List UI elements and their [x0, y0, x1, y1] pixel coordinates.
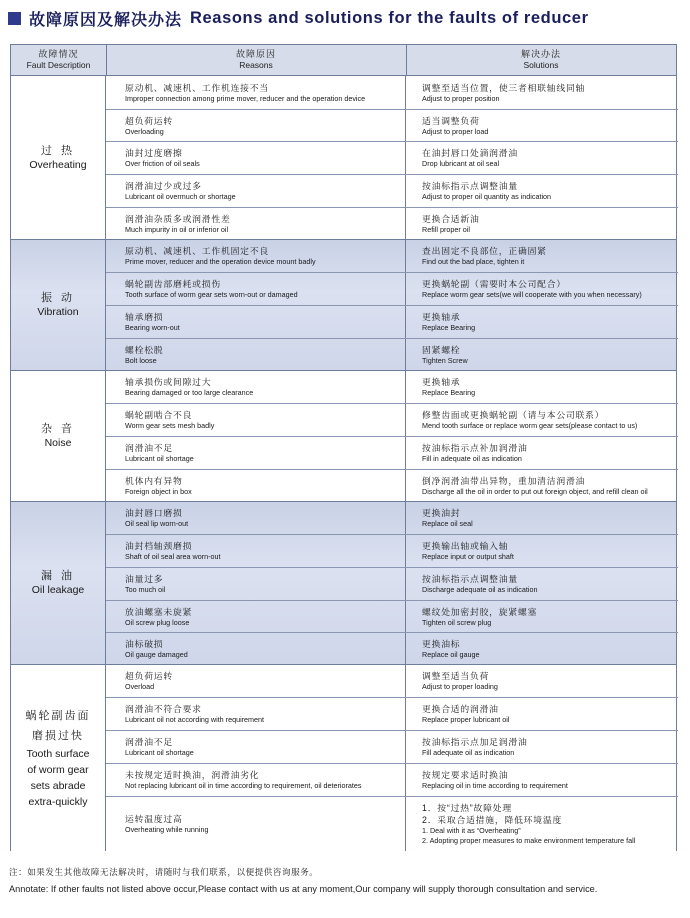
reason-cn: 油量过多 — [125, 574, 164, 584]
solution-cell — [406, 698, 678, 730]
solution-cn: 更换蜗轮副（需要时本公司配合） — [422, 279, 566, 289]
reason-cn: 润滑油过少或过多 — [125, 181, 202, 191]
solution-cell — [406, 208, 678, 239]
title-square-icon — [8, 12, 21, 25]
table-row — [106, 305, 678, 338]
solution-en: Replace input or output shaft — [422, 552, 514, 561]
reason-en: Tooth surface of worm gear sets worn-out or damaged — [125, 290, 298, 299]
solution-en: Replace worm gear sets(we will cooperate with you when necessary) — [422, 290, 642, 299]
table-row — [106, 141, 678, 174]
fault-label-cn: 蜗轮副齿面 — [25, 710, 91, 722]
fault-label-en: extra-quickly — [28, 796, 88, 808]
solution-cn: 按油标指示点调整油量 — [422, 181, 518, 191]
reason-en: Over friction of oil seals — [125, 159, 200, 168]
solution-en: 1. Deal with it as “Overheating” — [422, 826, 521, 835]
reason-cn: 螺栓松脱 — [125, 344, 164, 355]
solution-en: Discharge adequate oil as indication — [422, 585, 538, 594]
annotation-en: Annotate: If other faults not listed above occur,Please contact with us at any moment,Our company will supply thorough consultation and service. — [9, 884, 598, 894]
reason-cell — [106, 502, 406, 534]
reason-cell — [106, 698, 406, 730]
solution-cn: 更换油标 — [422, 638, 461, 649]
reason-cell — [106, 306, 406, 338]
reason-en: Bolt loose — [125, 355, 157, 365]
reason-cn: 原动机、减速机、工作机固定不良 — [125, 246, 269, 256]
solution-en: Replace oil seal — [422, 519, 473, 528]
solution-cn: 更换轴承 — [422, 377, 461, 387]
solution-cn: 适当调整负荷 — [422, 115, 480, 126]
header-fault-cn: 故障情况 — [38, 49, 79, 59]
reason-cn: 放油螺塞未旋紧 — [125, 606, 193, 617]
header-solution — [406, 45, 676, 75]
solution-en: Tighten Screw — [422, 355, 468, 365]
fault-label-cn: 杂 音 — [40, 423, 76, 435]
reason-cn: 润滑油不足 — [125, 443, 173, 453]
solution-cell — [406, 76, 678, 109]
solution-en: Adjust to proper position — [422, 93, 500, 103]
solution-cn: 固紧螺栓 — [422, 344, 461, 355]
reason-cell — [106, 339, 406, 370]
table-row — [106, 174, 678, 207]
table-row — [106, 763, 678, 796]
solution-cell — [406, 437, 678, 469]
reason-en: Shaft of oil seal area worn-out — [125, 552, 221, 561]
solution-en: Replace Bearing — [422, 323, 476, 332]
solution-cn: 2．采取合适措施，降低环境温度 — [422, 815, 563, 825]
solution-cell — [406, 240, 678, 272]
reason-cn: 轴承磨损 — [125, 312, 164, 322]
reason-cn: 轴承损伤或间隙过大 — [125, 377, 212, 387]
solution-cn: 在油封唇口处滴润滑油 — [422, 148, 518, 158]
solution-cn: 调整至适当负荷 — [422, 671, 490, 681]
solution-cell — [406, 535, 678, 567]
reason-cn: 油封过度磨擦 — [125, 148, 183, 158]
fault-label-en: of worm gear — [27, 764, 89, 776]
solution-cn: 更换合适新油 — [422, 213, 480, 224]
solution-cell — [406, 797, 678, 851]
solution-en: Adjust to proper oil quantity as indication — [422, 192, 552, 201]
fault-label — [11, 371, 106, 501]
reason-en: Oil gauge damaged — [125, 649, 188, 659]
reason-cell — [106, 797, 406, 851]
fault-group-vibration — [11, 240, 676, 371]
solution-en: Adjust to proper loading — [422, 682, 498, 691]
solution-en: Fill in adequate oil as indication — [422, 454, 522, 463]
fault-label-en: sets abrade — [30, 780, 86, 792]
header-fault — [11, 45, 107, 75]
reason-en: Lubricant oil not according with requirement — [125, 715, 265, 724]
reason-cell — [106, 535, 406, 567]
reason-cn: 蜗轮副齿部磨耗或损伤 — [125, 279, 221, 289]
table-row — [106, 207, 678, 239]
table-header — [11, 45, 676, 76]
solution-en: Replace Bearing — [422, 388, 476, 397]
fault-label-en: Noise — [44, 437, 72, 449]
fault-label-cn: 过 热 — [40, 144, 76, 157]
table-row — [106, 338, 678, 370]
solution-cn: 1．按“过热”故障处理 — [422, 803, 512, 813]
reason-en: Much impurity in oil or inferior oil — [125, 224, 229, 234]
solution-cell — [406, 339, 678, 370]
fault-label-en: Oil leakage — [31, 584, 85, 596]
reason-en: Lubricant oil shortage — [125, 748, 194, 757]
solution-en: Tighten oil screw plug — [422, 617, 492, 627]
table-row — [106, 567, 678, 600]
header-fault-en: Fault Description — [26, 60, 91, 70]
reason-cn: 润滑油不足 — [125, 737, 173, 747]
header-reason-en: Reasons — [239, 60, 273, 70]
reason-cn: 机体内有异物 — [125, 475, 183, 486]
solution-cell — [406, 470, 678, 501]
fault-label — [11, 665, 106, 851]
solution-en: Mend tooth surface or replace worm gear sets(please contact to us) — [422, 421, 638, 430]
solution-en: Replace proper lubricant oil — [422, 715, 510, 724]
reason-cell — [106, 404, 406, 436]
fault-label-en: Tooth surface — [26, 748, 90, 760]
table-row — [106, 632, 678, 664]
table-row — [106, 436, 678, 469]
reason-cell — [106, 665, 406, 697]
solution-cn: 更换油封 — [422, 508, 461, 518]
title-english: Reasons and solutions for the faults of reducer — [190, 8, 589, 27]
reason-cell — [106, 568, 406, 600]
table-row — [106, 76, 678, 109]
solution-cell — [406, 502, 678, 534]
solution-cell — [406, 404, 678, 436]
reason-en: Foreign object in box — [125, 486, 192, 496]
table-row — [106, 730, 678, 763]
solution-cell — [406, 175, 678, 207]
reason-en: Overheating while running — [125, 825, 209, 834]
reason-cn: 油标破损 — [125, 638, 164, 649]
reason-en: Improper connection among prime mover, reducer and the operation device — [125, 93, 366, 103]
reason-cn: 油封唇口磨损 — [125, 508, 183, 518]
table-row — [106, 534, 678, 567]
fault-group-tooth-surface — [11, 665, 676, 851]
fault-label-en: Vibration — [37, 306, 79, 318]
solution-cn: 更换合适的润滑油 — [422, 704, 499, 714]
annotation — [9, 866, 681, 896]
solution-en: Find out the bad place, tighten it — [422, 257, 525, 266]
solution-cell — [406, 273, 678, 305]
reason-cn: 原动机、减速机、工作机连接不当 — [125, 82, 269, 93]
reason-cell — [106, 208, 406, 239]
fault-label-cn: 漏 油 — [40, 570, 76, 582]
reason-cell — [106, 371, 406, 403]
fault-label-cn: 振 动 — [40, 292, 76, 304]
fault-label — [11, 76, 106, 239]
fault-label-cn: 磨损过快 — [32, 730, 84, 742]
table-row — [106, 502, 678, 534]
solution-en: Adjust to proper load — [422, 126, 489, 136]
reason-cn: 超负荷运转 — [125, 671, 173, 681]
table-row — [106, 665, 678, 697]
reason-en: Overloading — [125, 126, 164, 136]
fault-label — [11, 502, 106, 664]
solution-cn: 调整至适当位置，使三者相联轴线同轴 — [422, 82, 586, 93]
reason-cn: 蜗轮副啮合不良 — [125, 410, 193, 420]
fault-table — [10, 44, 677, 851]
solution-en: Refill proper oil — [422, 224, 470, 234]
reason-cn: 未按规定适时换油，润滑油劣化 — [125, 770, 260, 780]
solution-en: 2. Adopting proper measures to make environment temperature fall — [422, 836, 636, 845]
reason-en: Oil screw plug loose — [125, 617, 190, 627]
reason-cn: 油封档轴颈磨损 — [125, 541, 193, 551]
solution-cn: 按油标指示点补加润滑油 — [422, 443, 528, 453]
reason-en: Overload — [125, 682, 155, 691]
reason-en: Not replacing lubricant oil in time according to requirement, oil deteriorates — [125, 781, 362, 790]
table-row — [106, 600, 678, 632]
solution-cell — [406, 110, 678, 141]
fault-group-noise — [11, 371, 676, 502]
solution-cell — [406, 764, 678, 796]
solution-cn: 更换输出轴或输入轴 — [422, 541, 509, 551]
reason-en: Lubricant oil overmuch or shortage — [125, 192, 236, 201]
solution-cn: 倒净润滑油带出异物，重加清洁润滑油 — [422, 475, 586, 486]
title-chinese: 故障原因及解决办法 — [29, 11, 183, 29]
reason-cn: 运转温度过高 — [125, 814, 183, 824]
reason-en: Bearing damaged or too large clearance — [125, 388, 254, 397]
annotation-cn: 注：如果发生其他故障无法解决时，请随时与我们联系，以便提供咨询服务。 — [9, 867, 319, 877]
solution-cell — [406, 731, 678, 763]
reason-en: Lubricant oil shortage — [125, 454, 194, 463]
reason-en: Too much oil — [125, 585, 166, 594]
solution-cell — [406, 371, 678, 403]
solution-en: Replacing oil in time according to requirement — [422, 781, 568, 790]
reason-cell — [106, 764, 406, 796]
solution-en: Drop lubricant at oil seal — [422, 159, 500, 168]
solution-cn: 修整齿面或更换蜗轮副（请与本公司联系） — [422, 410, 605, 420]
table-row — [106, 403, 678, 436]
solution-cell — [406, 568, 678, 600]
reason-en: Prime mover, reducer and the operation device mount badly — [125, 257, 316, 266]
reason-cell — [106, 110, 406, 141]
solution-cell — [406, 306, 678, 338]
solution-cn: 按规定要求适时换油 — [422, 770, 509, 780]
solution-cell — [406, 665, 678, 697]
reason-cell — [106, 731, 406, 763]
reason-cn: 超负荷运转 — [125, 115, 173, 126]
reason-cell — [106, 273, 406, 305]
solution-cell — [406, 142, 678, 174]
solution-cn: 按油标指示点加足润滑油 — [422, 737, 528, 747]
reason-cn: 润滑油不符合要求 — [125, 704, 202, 714]
solution-cn: 查出固定不良部位，正确固紧 — [422, 246, 547, 256]
table-row — [106, 469, 678, 501]
table-row — [106, 109, 678, 141]
table-row — [106, 796, 678, 851]
header-solution-en: Solutions — [523, 60, 559, 70]
reason-cn: 润滑油杂质多或润滑性差 — [125, 213, 231, 224]
reason-cell — [106, 175, 406, 207]
reason-cell — [106, 601, 406, 632]
fault-group-oil-leakage — [11, 502, 676, 665]
fault-group-overheating — [11, 76, 676, 240]
reason-en: Oil seal lip worn-out — [125, 519, 189, 528]
reason-cell — [106, 633, 406, 664]
header-reason-cn: 故障原因 — [235, 49, 276, 59]
reason-cell — [106, 470, 406, 501]
solution-en: Discharge all the oil in order to put out foreign object, and refill clean oil — [422, 486, 648, 496]
header-solution-cn: 解决办法 — [520, 49, 561, 59]
solution-en: Fill adequate oil as indication — [422, 748, 515, 757]
reason-en: Worm gear sets mesh badly — [125, 421, 215, 430]
solution-cn: 按油标指示点调整油量 — [422, 574, 518, 584]
header-reason — [106, 45, 407, 75]
fault-label — [11, 240, 106, 370]
reason-en: Bearing worn-out — [125, 323, 180, 332]
solution-cn: 更换轴承 — [422, 312, 461, 322]
reason-cell — [106, 240, 406, 272]
table-row — [106, 371, 678, 403]
table-row — [106, 240, 678, 272]
solution-cell — [406, 633, 678, 664]
reason-cell — [106, 142, 406, 174]
table-row — [106, 272, 678, 305]
reason-cell — [106, 76, 406, 109]
solution-cn: 螺纹处加密封胶，旋紧螺塞 — [422, 606, 538, 617]
solution-cell — [406, 601, 678, 632]
solution-en: Replace oil gauge — [422, 649, 480, 659]
fault-label-en: Overheating — [29, 158, 87, 171]
reason-cell — [106, 437, 406, 469]
table-row — [106, 697, 678, 730]
page-title — [8, 6, 682, 30]
